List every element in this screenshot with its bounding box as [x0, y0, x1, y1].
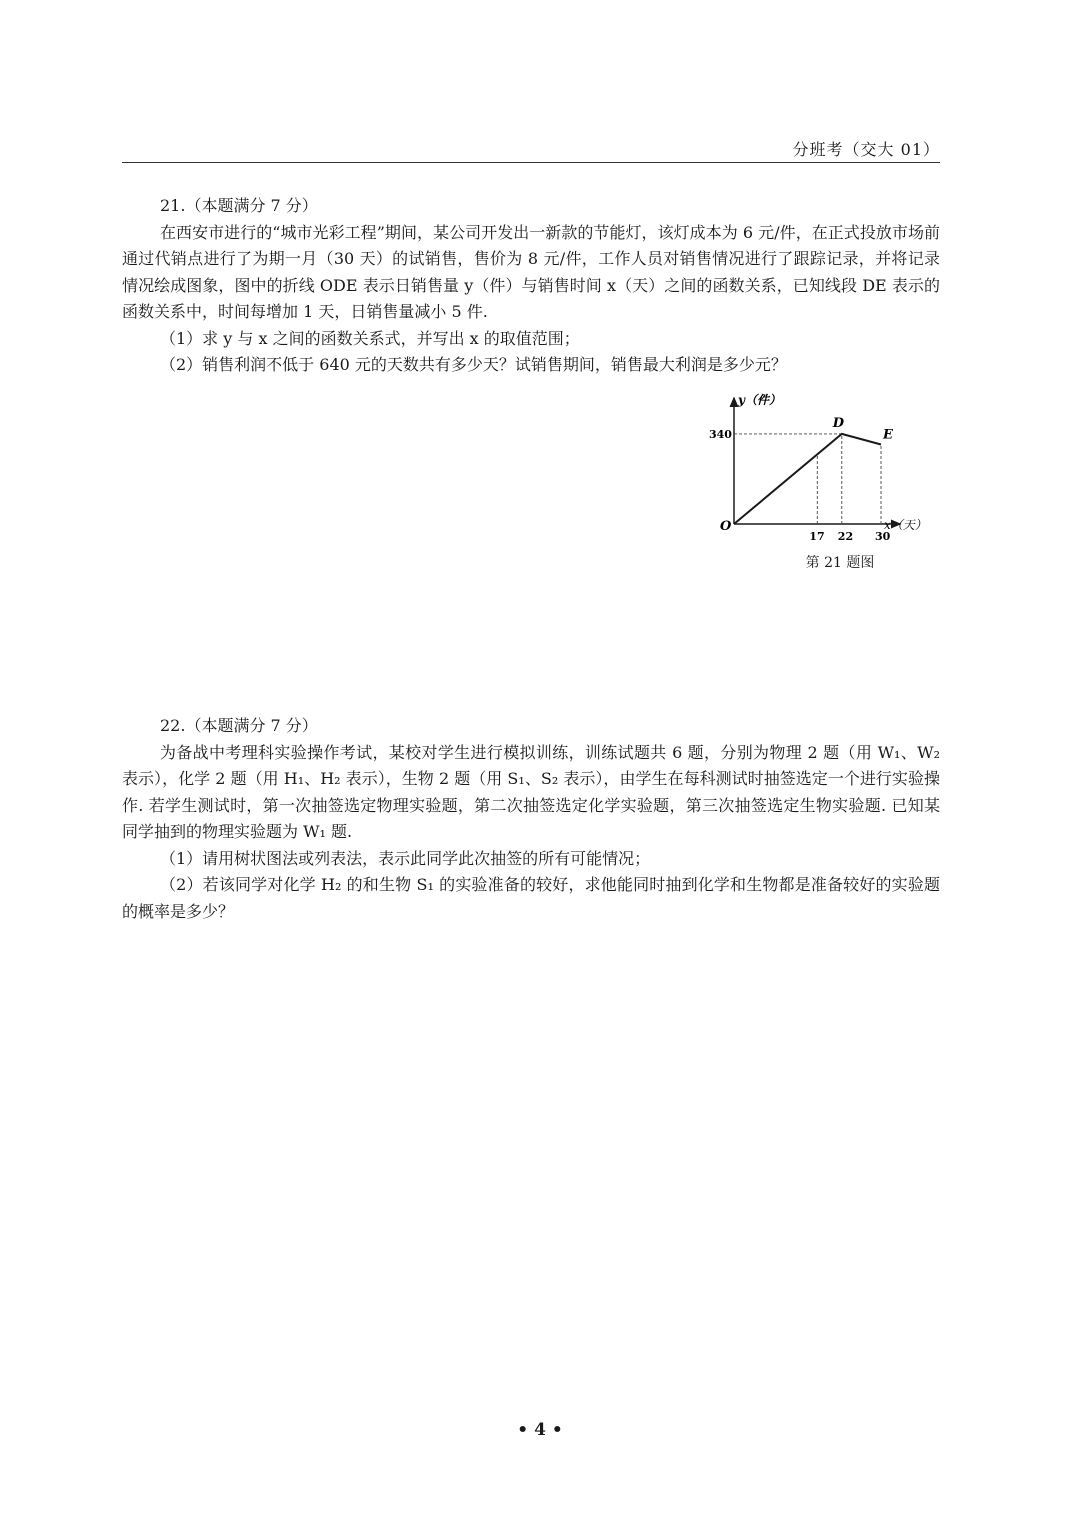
- line-graph: [700, 390, 940, 550]
- page-header: 分班考（交大 01）: [792, 140, 940, 159]
- x-axis-label: x（天）: [884, 518, 927, 532]
- question-22: [122, 713, 940, 925]
- question-21-title: 21.（本题满分 7 分）: [160, 196, 318, 215]
- page-number: • 4 •: [517, 1420, 563, 1440]
- point-d-label: D: [832, 415, 845, 431]
- x-tick-label-22: 22: [837, 530, 854, 543]
- point-e-label: E: [883, 427, 893, 443]
- origin-label: O: [720, 519, 732, 534]
- question-22-part-2: （2）若该同学对化学 H₂ 的和生物 S₁ 的实验准备的较好，求他能同时抽到化学和生物都是准备较好的实验题的概率是多少？: [122, 875, 940, 921]
- question-22-title: 22.（本题满分 7 分）: [160, 716, 318, 735]
- question-22-part-1: （1）请用树状图法或列表法，表示此同学此次抽签的所有可能情况；: [160, 848, 651, 868]
- question-21: [122, 193, 940, 379]
- figure-caption: 第 21 题图: [805, 555, 875, 571]
- header-rule: [122, 162, 940, 163]
- x-tick-label-17: 17: [809, 530, 825, 543]
- question-21-body: 在西安市进行的“城市光彩工程”期间，某公司开发出一新款的节能灯，该灯成本为 6 元/件，在正式投放市场前通过代销点进行了为期一月（30 天）的试销售，售价为 8 元/件，工作人员对销售情况进行了跟踪记录，并将记录情况绘成图象，图中的折线 ODE 表示日销售量 y（件）与销售时间 x（天）之间的函数关系，已知线段 DE 表示的函数关系中，时间每增加 1 天，日销售量减小 5 件.: [122, 222, 940, 321]
- question-21-figure: [700, 390, 940, 580]
- y-axis-label: y（件）: [738, 393, 781, 407]
- y-tick-label-340: 340: [709, 427, 732, 441]
- question-22-body: 为备战中考理科实验操作考试，某校对学生进行模拟训练，训练试题共 6 题，分别为物理 2 题（用 W₁、W₂ 表示），化学 2 题（用 H₁、H₂ 表示），生物 2 题（用 S₁、S₂ 表示），由学生在每科测试时抽签选定一个进行实验操作. 若学生测试时，第一次抽签选定物理实验题，第二次抽签选定化学实验题，第三次抽签选定生物实验题. 已知某同学抽到的物理实验题为 W₁ 题.: [122, 742, 940, 841]
- polyline-ode: [734, 434, 881, 524]
- question-21-part-1: （1）求 y 与 x 之间的函数关系式，并写出 x 的取值范围；: [160, 328, 580, 348]
- question-21-part-2: （2）销售利润不低于 640 元的天数共有多少天？试销售期间，销售最大利润是多少元？: [160, 355, 787, 374]
- x-tick-label-30: 30: [875, 530, 891, 543]
